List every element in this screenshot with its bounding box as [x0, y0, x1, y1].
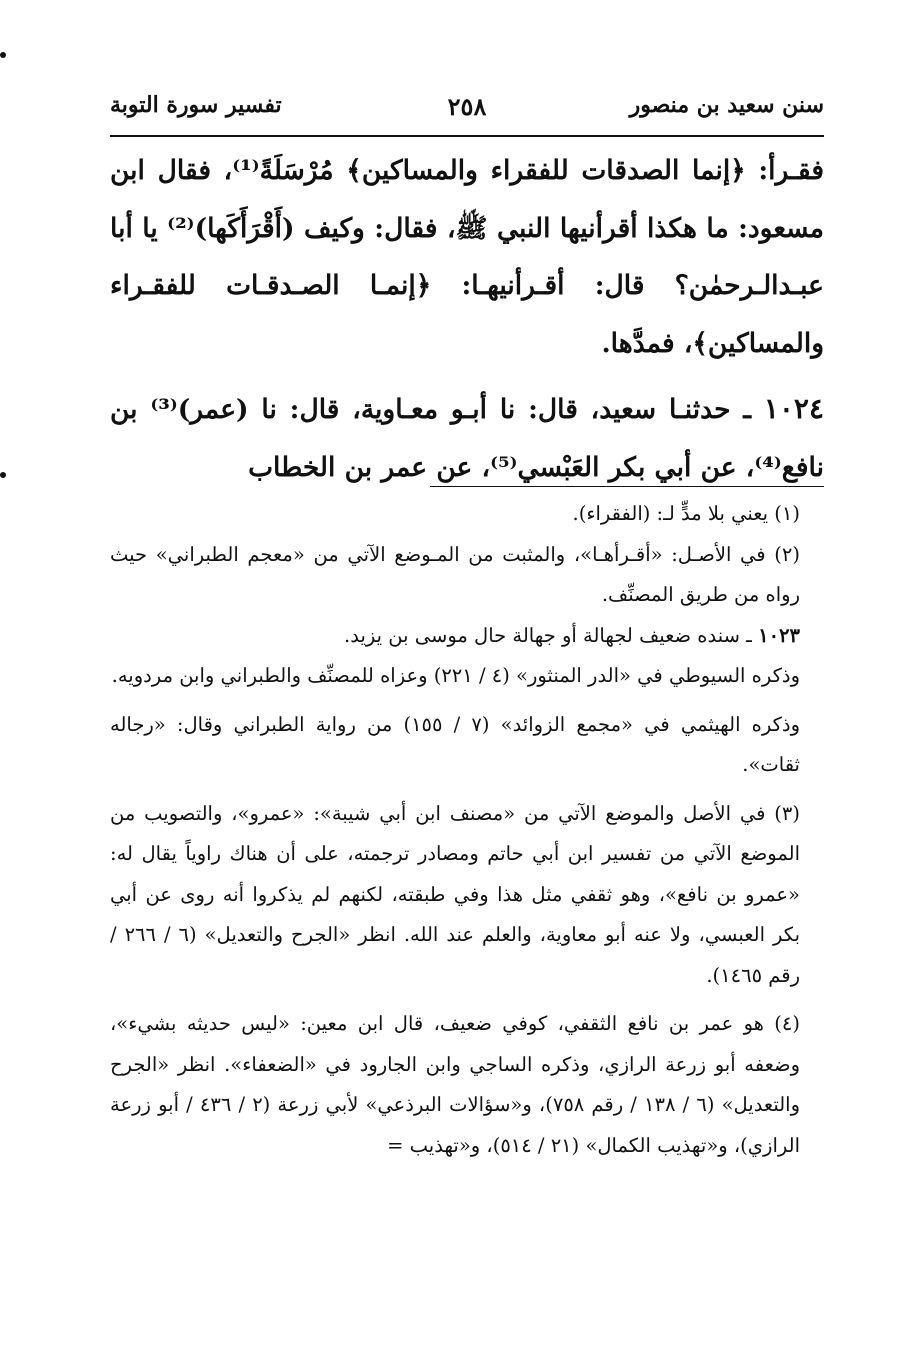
page-number: ٢٥٨ [447, 92, 487, 121]
footnote-1023 [110, 616, 824, 657]
scan-mark [0, 52, 6, 58]
footnote-1023-para3: وذكره الهيثمي في «مجمع الزوائد» (٧ / ١٥٥) من رواية الطبراني وقال: «رجاله ثقات». [110, 712, 801, 776]
footnote-1023-text: ـ سنده ضعيف لجهالة أو جهالة حال موسى بن يزيد. [344, 623, 752, 647]
hadith-number: ١٠٢٤ [763, 392, 824, 425]
footnote-2: (٢) في الأصـل: «أقـرأهـا»، والمثبت من المـوضع الآتي من «معجم الطبراني» حيث رواه من طريق المصنِّف. [110, 542, 800, 606]
scan-mark [0, 472, 6, 478]
footnote-1023-para2: وذكره السيوطي في «الدر المنثور» (٤ / ٢٢١) وعزاه للمصنِّف والطبراني وابن مردويه. [111, 664, 800, 687]
footnote-3: (٣) في الأصل والموضع الآتي من «مصنف ابن أبي شيبة»: «عمرو»، والتصويب من الموضع الآتي من تفسير ابن أبي حاتم ومصادر ترجمته، على أن هناك راوياً يقال له: «عمرو بن نافع»، وهو ثقفي مثل هذا وفي طبقته، لكنهم لم يذكروا أنه روى عن أبي بكر العبسي، ولا عنه أبو معاوية، والعلم عند الله. انظر «الجرح والتعديل» (٦ / ٢٦٦ / رقم ١٤٦٥). [110, 801, 800, 987]
hadith-text: ـ حدثنـا سعيد، قال: نا أبـو معـاوية، قال: نا (عمر)⁽³⁾ بن نافع⁽⁴⁾، عن أبي بكر العَبْسي⁽⁵⁾، عن عمر بن الخطاب [110, 394, 824, 483]
footnote-1: (١) يعني بلا مدٍّ لـ: (الفقراء). [572, 502, 800, 525]
footnote-4: (٤) هو عمر بن نافع الثقفي، كوفي ضعيف، قال ابن معين: «ليس حديثه بشيء»، وضعفه أبو زرعة الرازي، وذكره الساجي وابن الجارود في «الضعفاء». انظر «الجرح والتعديل» (٦ / ١٣٨ / رقم ٧٥٨)، و«سؤالات البرذعي» لأبي زرعة (٢ / ٤٣٦ / أبو زرعة الرازي)، و«تهذيب الكمال» (٢١ / ٥١٤)، و«تهذيب = [110, 1012, 801, 1157]
book-title: سنن سعيد بن منصور [629, 92, 824, 118]
hadith-paragraph [110, 380, 824, 496]
footnote-1023-number: ١٠٢٣ [758, 623, 800, 647]
section-title: تفسير سورة التوبة [110, 92, 282, 118]
header-divider [110, 135, 824, 137]
main-paragraph: فقـرأ: ﴿إنما الصدقات للفقراء والمساكين﴾ مُرْسَلَةً⁽¹⁾، فقال ابن مسعود: ما هكذا أقرأنيها النبي ﷺ، فقال: وكيف (أَقْرَأَكَها)⁽²⁾ يا أبا عبـدالـرحمٰن؟ قال: أقـرأنيهـا: ﴿إنمـا الصـدقـات للفقـراء والمساكين﴾، فمدَّها. [110, 155, 824, 359]
main-text [110, 142, 824, 496]
footnote-divider [430, 486, 824, 487]
footnotes [110, 494, 824, 1166]
page-header [110, 92, 824, 132]
